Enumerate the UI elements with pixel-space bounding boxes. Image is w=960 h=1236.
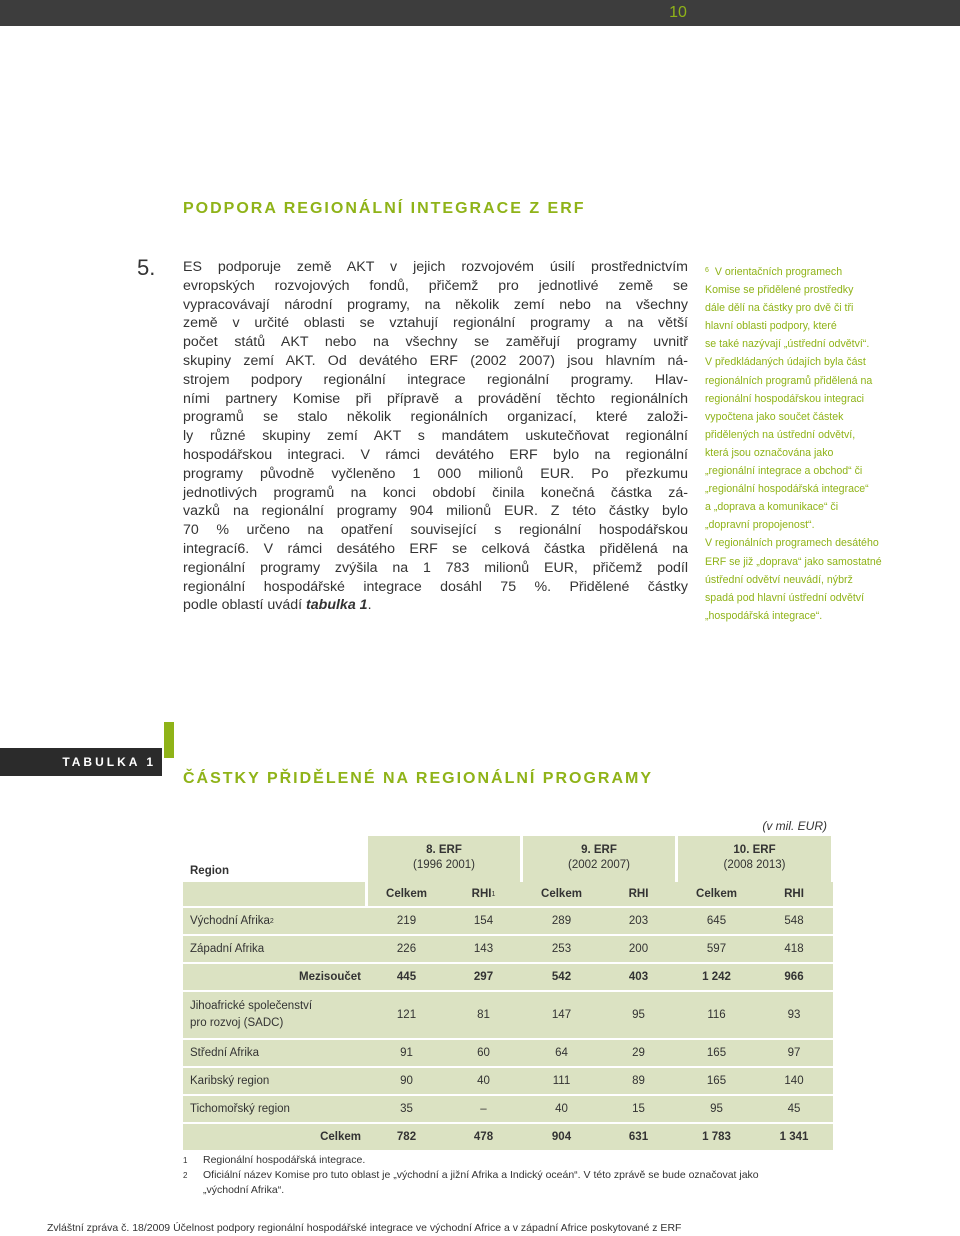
body-line: hospodářskou integraci. V rámci devátého ERF bylo na regionální (183, 446, 688, 463)
footnote (183, 1168, 803, 1198)
sidebar-line (705, 353, 895, 371)
body-text (183, 258, 688, 615)
erf-period: (1996 2001) (412, 859, 476, 871)
table-row (183, 1040, 833, 1066)
footnote-text: Regionální hospodářská integrace. (203, 1154, 366, 1166)
subheader-cell (600, 882, 677, 906)
value-cell: 1 783 (702, 1131, 731, 1143)
body-line: vypracovávají národní programy, na několik zemí nebo na všechny (183, 296, 688, 313)
sidebar-footnote-number: 6 (705, 267, 709, 274)
erf-name: 10. ERF (733, 844, 776, 856)
table-reference: tabulka 1 (306, 597, 368, 614)
row-region (190, 1068, 365, 1094)
subheader-cell (755, 882, 833, 906)
sidebar-line-text: ERF se již „doprava“ jako samostatné (705, 555, 882, 568)
body-line: skupiny zemí AKT. Od devátého ERF (2002 2007) jsou hlavním ná- (183, 352, 688, 369)
row-region-text: Karibský region (190, 1075, 270, 1087)
rhi-footnote-ref: 1 (491, 890, 496, 898)
body-line: programy původně vyčleněno 1 000 milionů EUR. Po přezkumu (183, 465, 688, 482)
row-region-text (190, 998, 312, 1032)
subheader-label: Celkem (386, 888, 427, 900)
body-line: regionální programy zvýšila na 1 783 milionů EUR, přičemž podíl (183, 559, 688, 576)
table-row (183, 964, 833, 990)
body-line: integrací6. V rámci desátého ERF se celková částka přidělená na (183, 540, 688, 557)
table-unit: (v mil. EUR) (762, 819, 827, 833)
value-cell: 542 (551, 971, 572, 983)
subheader-cell (445, 882, 522, 906)
sidebar-line-text: spadá pod hlavní ústřední odvětví (705, 591, 865, 604)
value-cell: 418 (784, 943, 804, 955)
value-cell: 445 (396, 971, 417, 983)
subheader-label: Celkem (696, 888, 737, 900)
value-cell: 140 (784, 1075, 804, 1087)
value-cell: – (480, 1103, 487, 1115)
sidebar-line-text: dále dělí na částky pro dvě či tři (705, 302, 854, 315)
sidebar-line-text: se také nazývají „ústřední odvětví“. (705, 338, 870, 351)
footnotes (183, 1153, 803, 1198)
paragraph-number: 5. (137, 255, 156, 280)
sidebar-line (705, 607, 895, 625)
body-line: jednotlivých programů na konci období činila konečná částka zá- (183, 484, 688, 501)
value-cell: 154 (473, 915, 494, 927)
sidebar-line (705, 444, 895, 462)
table-tag: TABULKA 1 (0, 748, 162, 776)
row-region (190, 1040, 365, 1066)
erf-period: (2008 2013) (723, 859, 786, 871)
row-region (190, 992, 365, 1038)
value-cell: 29 (632, 1047, 645, 1059)
footnote-number: 1 (183, 1156, 188, 1165)
row-region (190, 936, 365, 962)
sidebar-line (705, 516, 895, 534)
table-row (183, 1124, 833, 1150)
value-cell: 200 (628, 943, 649, 955)
sidebar-line (705, 390, 895, 408)
region-header: Region (190, 865, 229, 877)
sidebar-line-text: která jsou označována jako (705, 446, 834, 459)
erf-period: (2002 2007) (567, 859, 631, 871)
value-cell: 597 (706, 943, 727, 955)
table-row (183, 908, 833, 934)
value-cell: 89 (632, 1075, 645, 1087)
value-cell: 165 (706, 1047, 727, 1059)
body-line: ES podporuje země AKT v jejich rozvojovém úsilí prostřednictvím (183, 259, 688, 275)
table-title: ČÁSTKY PŘIDĚLENÉ NA REGIONÁLNÍ PROGRAMY (183, 770, 654, 787)
sidebar-footnote (705, 262, 895, 625)
value-cell: 289 (551, 915, 572, 927)
value-cell: 1 341 (779, 1131, 809, 1143)
body-line: počet států AKT nebo na všechny se zaměřují programy uvnitř (183, 334, 688, 351)
body-line: programů se stalo několik regionálních organizací, které založi- (183, 409, 688, 426)
table-row (183, 936, 833, 962)
value-cell: 403 (628, 971, 649, 983)
sidebar-line (705, 498, 895, 516)
table-row (183, 1068, 833, 1094)
sidebar-line-text: „regionální integrace a obchod“ či (705, 465, 863, 478)
value-cell: 40 (477, 1075, 490, 1087)
value-cell: 645 (706, 915, 727, 927)
body-line: ními partnery Komise při přípravě a provádění těchto regionálních (183, 390, 688, 407)
sidebar-line (705, 571, 895, 589)
table-header-row (183, 836, 833, 882)
sidebar-line-text: V regionálních programech desátého (705, 537, 879, 550)
value-cell: 15 (632, 1103, 645, 1115)
value-cell: 478 (473, 1131, 494, 1143)
value-cell: 40 (555, 1103, 568, 1115)
value-cell: 782 (396, 1131, 417, 1143)
row-region-line: Jihoafrické společenství (190, 1000, 313, 1012)
value-cell: 64 (555, 1047, 568, 1059)
value-cell: 631 (628, 1131, 649, 1143)
sidebar-line (705, 589, 895, 607)
sidebar-line-text: přidělených na ústřední odvětví, (705, 428, 856, 441)
sidebar-line (705, 262, 895, 281)
table-row (183, 992, 833, 1038)
body-line-last (183, 596, 688, 615)
row-region: Mezisoučet (299, 971, 361, 983)
sidebar-line (705, 553, 895, 571)
sidebar-line (705, 426, 895, 444)
body-line: země v určité oblasti se vztahují regionální programy a na větší (183, 315, 688, 332)
subheader-label: RHI (784, 888, 804, 900)
sidebar-line-text: V orientačních programech (714, 266, 843, 278)
value-cell: 203 (628, 915, 649, 927)
sidebar-line (705, 408, 895, 426)
body-line: vazků na regionální programy 904 milionů EUR. Z této částky bylo (183, 503, 688, 520)
body-line: evropských rozvojových fondů, přičemž pro jednotlivé země se (183, 277, 688, 294)
body-line: ly různé skupiny zemí AKT s mandátem uskutečňovat regionální (183, 428, 688, 445)
erf-name: 9. ERF (581, 844, 617, 856)
sidebar-line-text: „hospodářská integrace“. (705, 609, 823, 622)
erf-name: 8. ERF (426, 844, 462, 856)
value-cell: 81 (477, 1009, 490, 1021)
row-region-text: Východní Afrika (190, 915, 270, 927)
body-line: strojem podpory regionální integrace regionální programy. Hlav- (183, 371, 688, 388)
row-region-text: Západní Afrika (190, 943, 265, 955)
value-cell: 45 (787, 1103, 801, 1115)
erf-header (523, 836, 675, 882)
sidebar-line (705, 480, 895, 498)
sidebar-line-text: regionálních programů přidělená na (705, 374, 873, 387)
sidebar-line (705, 462, 895, 480)
value-cell: 226 (396, 943, 417, 955)
body-line: 70 % určeno na opatření související s regionální hospodářskou (183, 522, 688, 539)
sidebar-line-text: „dopravní propojenost“. (705, 519, 815, 532)
sidebar-line-text: Komise se přidělené prostředky (705, 284, 854, 297)
sidebar-line (705, 299, 895, 317)
value-cell: 90 (400, 1075, 413, 1087)
page-footer: Zvláštní zpráva č. 18/2009 Účelnost podpory regionální hospodářské integrace ve východní Africe a v západní Africe poskytované z ERF (47, 1222, 682, 1234)
row-region-line: pro rozvoj (SADC) (190, 1017, 284, 1029)
value-cell: 121 (396, 1009, 417, 1021)
sidebar-line-text: ústřední odvětví neuvádí, nýbrž (705, 573, 853, 586)
sidebar-line-text: hlavní oblasti podpory, které (705, 320, 837, 333)
subheader-label: RHI (628, 888, 649, 900)
erf-header (368, 836, 520, 882)
value-cell: 147 (551, 1009, 572, 1021)
value-cell: 95 (632, 1009, 645, 1021)
value-cell: 253 (551, 943, 572, 955)
value-cell: 116 (707, 1009, 726, 1021)
body-text-span: . (367, 597, 372, 614)
value-cell: 60 (477, 1047, 490, 1059)
row-region: Celkem (320, 1131, 361, 1143)
sidebar-line-text: regionální hospodářskou integraci (705, 392, 865, 405)
sidebar-line (705, 335, 895, 353)
table-row (183, 1096, 833, 1122)
value-cell: 219 (396, 915, 417, 927)
value-cell: 143 (473, 943, 494, 955)
sidebar-line (705, 534, 895, 552)
sidebar-line (705, 317, 895, 335)
row-region (190, 1096, 365, 1122)
footnote-text: Oficiální název Komise pro tuto oblast je „východní a jižní Afrika a Indický oceán“. V této zprávě se bude označovat jako „východní Afrika“. (203, 1169, 759, 1196)
table-accent-bar (164, 722, 174, 758)
subheader-label: RHI (471, 888, 492, 900)
sidebar-line-text: vypočtena jako součet částek (705, 410, 844, 423)
sidebar-line (705, 281, 895, 299)
sidebar-line-text: a „doprava a komunikace“ či (705, 501, 839, 514)
footnote-number: 2 (183, 1171, 188, 1180)
value-cell: 93 (787, 1009, 801, 1021)
value-cell: 966 (784, 971, 804, 983)
table-subheader-row (368, 882, 833, 906)
value-cell: 111 (552, 1075, 571, 1087)
row-region-text: Tichomořský region (190, 1103, 290, 1115)
sidebar-line (705, 372, 895, 390)
footnote (183, 1153, 803, 1168)
subheader-cell (523, 882, 600, 906)
subheader-cell (678, 882, 755, 906)
sidebar-line-text: V předkládaných údajích byla část (705, 356, 866, 369)
value-cell: 904 (551, 1131, 572, 1143)
value-cell: 297 (473, 971, 494, 983)
row-footnote-ref: 2 (269, 917, 274, 925)
sidebar-line-text: „regionální hospodářská integrace“ (705, 483, 869, 496)
value-cell: 1 242 (702, 971, 731, 983)
subheader-cell (368, 882, 445, 906)
subheader-label: Celkem (541, 888, 582, 900)
row-region (190, 908, 365, 934)
value-cell: 165 (706, 1075, 727, 1087)
value-cell: 91 (400, 1047, 413, 1059)
row-region-text: Střední Afrika (190, 1047, 260, 1059)
body-text-span: podle oblastí uvádí (183, 597, 307, 614)
top-bar (0, 0, 960, 26)
value-cell: 97 (787, 1047, 801, 1059)
body-line: regionální hospodářské integrace dosáhl 75 %. Přidělené částky (183, 578, 688, 595)
value-cell: 95 (710, 1103, 723, 1115)
page-number: 10 (669, 4, 687, 21)
section-heading: PODPORA REGIONÁLNÍ INTEGRACE Z ERF (183, 200, 586, 217)
erf-header (678, 836, 831, 882)
value-cell: 35 (400, 1103, 413, 1115)
value-cell: 548 (784, 915, 804, 927)
